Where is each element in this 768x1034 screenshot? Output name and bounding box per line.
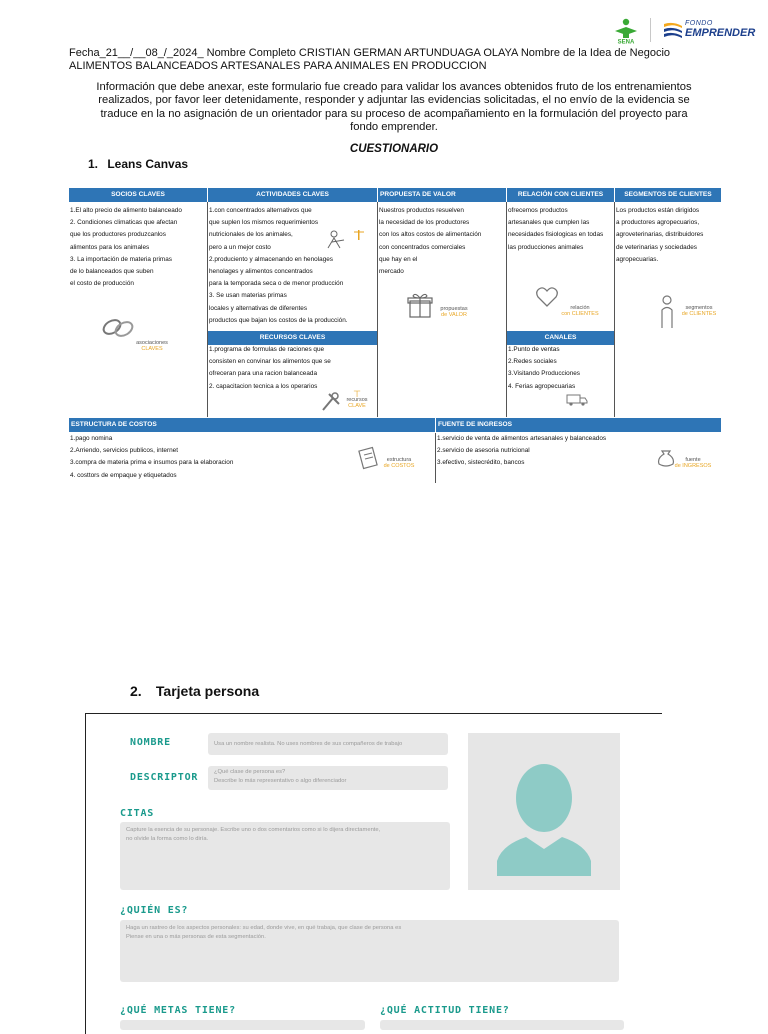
relacion-line: artesanales que cumplen las xyxy=(508,219,590,227)
canvas-divider xyxy=(614,202,615,417)
canales-line: 1.Punto de ventas xyxy=(508,346,560,353)
intro-paragraph xyxy=(68,81,720,135)
socios-line: 3. La importación de materia primas xyxy=(70,255,172,263)
recursos-icon-label xyxy=(337,391,377,409)
actividades-line: 2.produciento y almacenando en henolages xyxy=(209,255,333,263)
recursos-line: consisten en convinar los alimentos que se xyxy=(209,358,331,366)
quien-es-field[interactable] xyxy=(120,920,619,982)
costos-line: 4. costtors de empaque y etiquetados xyxy=(70,471,177,479)
canvas-divider xyxy=(377,202,378,417)
intro-line: traduce en la no asignación de un orientador para su proceso de acompañamiento en la formulación del proyecto para xyxy=(100,107,688,120)
icon-label-line: propuestas xyxy=(440,306,468,312)
logo-divider xyxy=(650,18,651,42)
canales-line: 3.Visitando Producciones xyxy=(508,370,581,378)
estructura-costos-text xyxy=(70,433,233,482)
intro-line: realizados, por favor leer detenidamente, responder y adjuntar las evidencias solicitadas, el no envío de la evidencia se xyxy=(98,94,690,107)
actitud-field[interactable] xyxy=(380,1020,624,1030)
propuesta-line: mercado xyxy=(379,268,404,276)
fuente-ingresos-text xyxy=(437,433,606,470)
relacion-icon-label xyxy=(555,305,605,317)
icon-label-accent: CLAVE xyxy=(348,403,366,409)
quien-hint-line: Piense en una o más personas de esta segmentación. xyxy=(126,934,266,940)
relacion-line: necesidades fisiologicas en todas xyxy=(508,231,604,239)
segmentos-line: a productores agropecuarios, xyxy=(616,219,700,227)
fondo-small-text: FONDO xyxy=(685,20,713,27)
pin-mark: ⊤ xyxy=(353,389,361,399)
header-line-idea: ALIMENTOS BALANCEADOS ARTESANALES PARA ANIMALES EN PRODUCCION xyxy=(69,60,487,72)
propuesta-icon-label xyxy=(429,306,479,318)
canvas-divider xyxy=(207,202,208,417)
avatar-silhouette-icon xyxy=(468,733,620,890)
segmentos-line: agroveterinarias, distribuidores xyxy=(616,231,704,239)
icon-label-accent: de INGRESOS xyxy=(674,463,712,469)
icon-label-accent: de COSTOS xyxy=(383,463,415,469)
icon-label-line: asociaciones xyxy=(136,340,168,346)
icon-label-line: fuente xyxy=(685,457,701,463)
section-title: Leans Canvas xyxy=(107,157,189,171)
actividades-line: 1.con concentrados alternativos que xyxy=(209,207,312,214)
socios-line: que los productores produzcanlos xyxy=(70,231,166,239)
icon-label-accent: CLAVES xyxy=(141,346,163,352)
recursos-line: 1.programa de formulas de raciones que xyxy=(209,346,325,353)
icon-label-line: relación xyxy=(570,305,590,311)
header-canales: CANALES xyxy=(507,331,614,345)
section-title: Tarjeta persona xyxy=(155,683,260,699)
ingresos-line: 1.servicio de venta de alimentos artesanales y balanceados xyxy=(437,435,607,442)
costos-line: 2.Arriendo, servicios publicos, internet xyxy=(70,447,178,455)
segmentos-line: agropecuarias. xyxy=(616,255,659,263)
citas-hint-line: no olvide la forma como lo diría. xyxy=(126,836,209,842)
socios-line: alimentos para los animales xyxy=(70,243,150,251)
ingresos-icon-label xyxy=(673,457,713,469)
icon-label-accent: de CLIENTES xyxy=(681,311,717,317)
canvas-divider xyxy=(506,202,507,417)
propuesta-valor-text xyxy=(379,205,481,278)
actividades-line: 3. Se usan materias primas xyxy=(209,292,287,300)
socios-claves-text xyxy=(70,205,182,290)
propuesta-line: Nuestros productos resuelven xyxy=(379,207,464,214)
header-line-date-name: Fecha_21__/__08_/_2024_ Nombre Completo CRISTIAN GERMAN ARTUNDUAGA OLAYA Nombre de la Idea de Negocio xyxy=(69,47,671,59)
actividades-line: nutricionales de los animales, xyxy=(209,231,293,239)
person-icon xyxy=(659,294,675,330)
propuesta-line: la necesidad de los productores xyxy=(379,219,470,227)
quien-es-label: ¿QUIÉN ES? xyxy=(120,905,189,916)
header-estructura-costos: ESTRUCTURA DE COSTOS xyxy=(69,418,435,432)
emprender-text: EMPRENDER xyxy=(685,27,756,39)
quien-hint-line: Haga un rastreo de los aspectos personales: su edad, donde vive, en qué trabaja, que clase de persona es xyxy=(126,925,402,931)
sena-text: SENA xyxy=(617,39,635,44)
actividades-line: que suplen los mismos requerimientos xyxy=(209,219,319,227)
descriptor-label: DESCRIPTOR xyxy=(130,772,199,783)
header-socios-claves: SOCIOS CLAVES xyxy=(69,188,207,202)
header-relacion-clientes: RELACIÓN CON CLIENTES xyxy=(507,188,614,202)
socios-line: de lo balanceados que suben xyxy=(70,268,154,276)
sena-logo xyxy=(612,18,640,44)
canales-line: 2.Redes sociales xyxy=(508,358,557,366)
header-fuente-ingresos: FUENTE DE INGRESOS xyxy=(436,418,721,432)
metas-field[interactable] xyxy=(120,1020,365,1030)
section-number: 1. xyxy=(88,157,99,171)
propuesta-line: con concentrados comerciales xyxy=(379,243,466,251)
intro-line: Información que debe anexar, este formulario fue creado para validar los avances obtenidos fruto de los entrenamientos xyxy=(96,81,692,93)
relacion-line: ofrecemos productos xyxy=(508,207,568,214)
persona-avatar xyxy=(468,733,620,890)
actividades-claves-text xyxy=(209,205,348,327)
costos-line: 3.compra de materia prima e insumos para la elaboracion xyxy=(70,459,234,467)
recursos-claves-text xyxy=(209,344,331,393)
propuesta-line: con los altos costos de alimentación xyxy=(379,231,482,239)
socios-line: 1.El alto precio de alimento balanceado xyxy=(70,207,182,214)
segmentos-line: de veterinarias y sociedades xyxy=(616,243,697,251)
descriptor-hint-line: ¿Qué clase de persona es? xyxy=(214,769,286,775)
header-propuesta-valor: PROPUESTA DE VALOR xyxy=(378,188,506,202)
header-recursos-claves: RECURSOS CLAVES xyxy=(208,331,377,345)
segmentos-clientes-text xyxy=(616,205,703,266)
costos-icon-label xyxy=(379,457,419,469)
header-segmentos-clientes: SEGMENTOS DE CLIENTES xyxy=(615,188,721,202)
canales-text xyxy=(508,344,580,393)
metas-label: ¿QUÉ METAS TIENE? xyxy=(120,1005,236,1016)
section-heading-tarjeta-persona xyxy=(130,683,259,699)
icon-label-line: recursos xyxy=(346,397,368,403)
lean-canvas xyxy=(69,188,721,483)
propuesta-line: que hay en el xyxy=(379,255,418,263)
sena-logo-icon xyxy=(612,18,640,44)
citas-field[interactable] xyxy=(120,822,450,890)
icon-label-line: segmentos xyxy=(685,305,713,311)
canales-line: 4. Ferias agropecuarias xyxy=(508,382,576,390)
recursos-line: ofreceran para una racion balanceada xyxy=(209,370,318,378)
citas-hint-line: Capture la esencia de su personaje. Escribe uno o dos comentarios como si lo dijera directamente, xyxy=(126,827,381,833)
nombre-label: NOMBRE xyxy=(130,737,171,748)
socios-line: el costo de producción xyxy=(70,280,134,288)
icon-label-accent: con CLIENTES xyxy=(561,311,599,317)
worker-icon xyxy=(324,228,368,252)
nombre-field[interactable]: Usa un nombre realista. No uses nombres de sus compañeros de trabajo xyxy=(208,733,448,755)
canvas-divider xyxy=(435,433,436,483)
recursos-line: 2. capacitacion tecnica a los operarios xyxy=(209,382,318,390)
intro-line: fondo emprender. xyxy=(350,121,438,134)
icon-label-line: estructura xyxy=(386,457,412,463)
segmentos-line: Los productos están dirigidos xyxy=(616,207,700,214)
fondo-emprender-mark-icon xyxy=(664,22,682,38)
descriptor-hint-line: Describe lo más representativo o algo diferenciador xyxy=(214,778,347,784)
segmentos-icon-label xyxy=(677,305,721,317)
fondo-emprender-logo xyxy=(664,20,754,42)
truck-icon xyxy=(565,393,589,407)
socios-icon-label xyxy=(127,340,177,352)
actividades-line: locales y alternativas de diferentes xyxy=(209,304,308,312)
icon-label-accent: de VALOR xyxy=(441,312,467,318)
cuestionario-title: CUESTIONARIO xyxy=(349,143,439,155)
section-heading-lean-canvas xyxy=(88,157,188,171)
actitud-label: ¿QUÉ ACTITUD TIENE? xyxy=(380,1005,510,1016)
header-actividades-claves: ACTIVIDADES CLAVES xyxy=(208,188,377,202)
actividades-line: pero a un mejor costo xyxy=(209,243,271,251)
relacion-clientes-text xyxy=(508,205,603,254)
section-number: 2. xyxy=(130,683,142,699)
socios-line: 2. Condiciones climaticas que afectan xyxy=(70,219,178,227)
descriptor-field[interactable] xyxy=(208,766,448,790)
actividades-line: productos que bajan los costos de la producción. xyxy=(209,316,348,324)
ingresos-line: 3.efectivo, sistecrédito, bancos xyxy=(437,459,525,467)
costos-line: 1.pago nomina xyxy=(70,435,113,442)
citas-label: CITAS xyxy=(120,808,155,819)
chain-link-icon xyxy=(99,313,141,343)
ingresos-line: 2.servicio de asesoria nutricional xyxy=(437,447,530,455)
actividades-line: henolages y alimentos concentrados xyxy=(209,268,313,276)
actividades-line: para la temporada seca o de menor producción xyxy=(209,280,344,288)
relacion-line: las producciones animales xyxy=(508,243,584,251)
